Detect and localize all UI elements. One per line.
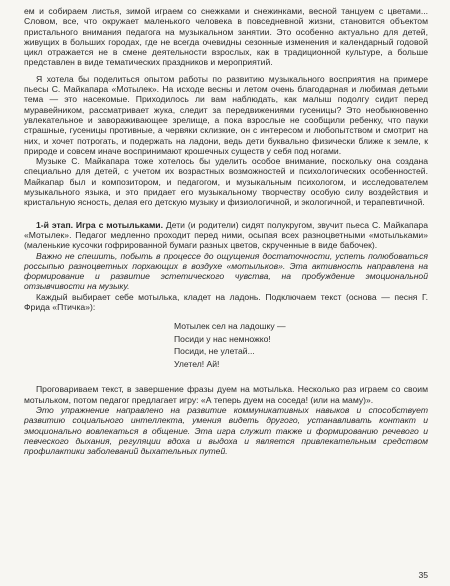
stage-heading: 1-й этап. Игра с мотыльками. [36,219,163,230]
paragraph-1: ем и собираем листья, зимой играем со снежками и снежинками, весной танцуем с цветами... Словом, все, что окружает маленького человека в повседневной жизни, становится объектом пристального внимания педагога на музыкальном занятии. Это особенно актуально для детей, живущих в больших городах, где не всегда очевидны сезонные изменения и календарный годовой цикл отражается не в смене деятельности взрослых, как в традиционной культуре, а больше представлен в виде тематических праздников и мероприятий. [24,6,428,68]
stage-description: Дети (и родители) сидят полукругом, звучит пьеса С. Майкапара «Мотылек». Педагог медленно проходит перед ними, осыпая всех разноцветными «мотыльками» (маленькие кусочки гофрированной бумаги разных цветов, скрученные в виде бабочек). [24,219,428,251]
paragraph-stage-1 [24,220,428,251]
poem-line: Посиди у нас немножко! [174,333,271,344]
paragraph-3: Музыке С. Майкапара тоже хотелось бы уделить особое внимание, поскольку она создана специально для детей, с учетом их возрастных возможностей и психологических особенностей. Майкапар был и композитором, и педагогом, и музыкальным психологом, и исследователем музыкального языка, и это придает его музыкальному творчеству особую силу воздействия и кристальную ясность, делая его детскую музыку и физиологичной, и экологичной, и терапевтичной. [24,156,428,208]
paragraph-6: Каждый выбирает себе мотылька, кладет на ладонь. Подключаем текст (основа — песня Г. Фрида «Птичка»): [24,291,428,313]
poem-line: Мотылек сел на ладошку — [174,321,286,332]
paragraph-note-1: Важно не спешить, побыть в процессе до ощущения достаточности, успеть полюбоваться россыпью разноцветных порхающих в воздухе «мотыльков». Эта активность направлена на формирование и развитие эстетического чувства, на пробуждение эмоциональной отзывчивости на музыку. [24,250,428,292]
page-number: 35 [418,570,428,580]
paragraph-note-2: Это упражнение направлено на развитие коммуникативных навыков и способствует развитию социального интеллекта, умения видеть другого, устанавливать контакт и эмоционально вовлекаться в общение. Эта игра служит также и формированию речевого и певческого дыхания, регуляции вдоха и выдоха и является привлекательным средством профилактики заболеваний дыхательных путей. [24,404,428,457]
poem-block [174,320,428,370]
paragraph-2: Я хотела бы поделиться опытом работы по развитию музыкального восприятия на примере пьесы С. Майкапара «Мотылек». На исходе весны и летом очень благодарная и любимая детьми тема — это насекомые. Приходилось ли вам наблюдать, как малыш подолгу сидит перед муравейником, рассматривает жука, следит за передвижениями гусеницы? Это необыкновенно увлекательное и завораживающее зрелище, а пока взрослые не сообщили ребенку, что пауки страшные, гусеницы противные, а червяки склизкие, он с интересом и любопытством и смотрит на них, и хочет потрогать, и подержать на ладони, ведь дети буквально физически ближе к земле, к природе и совсем иначе воспринимают крошечных существ у себя под ногами. [24,73,428,156]
paragraph-7: Проговариваем текст, в завершение фразы дуем на мотылька. Несколько раз играем со своим мотыльком, потом педагог предлагает игру: «А теперь дуем на соседа! (или на маму)». [24,384,428,405]
poem-line: Посиди, не улетай... [174,346,255,357]
poem-line: Улетел! Ай! [174,358,220,369]
